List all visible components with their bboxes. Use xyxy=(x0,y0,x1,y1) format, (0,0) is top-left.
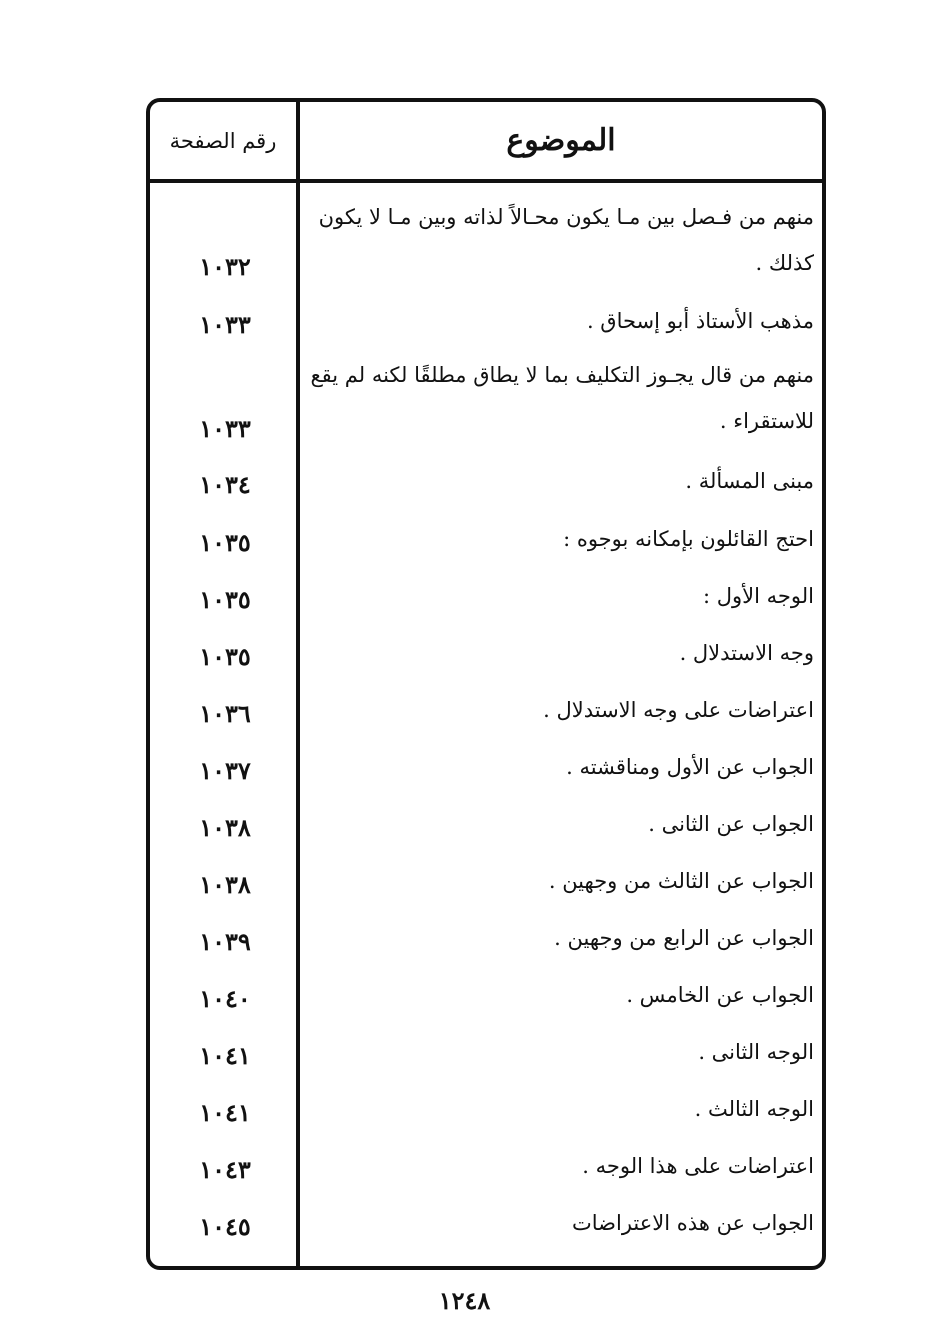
toc-topic: الجواب عن الأول ومناقشته . xyxy=(566,755,814,779)
toc-page-number: ١٠٣٣ xyxy=(199,414,251,443)
toc-topic: مذهب الأستاذ أبو إسحاق . xyxy=(586,309,814,333)
toc-page-number: ١٠٣٣ xyxy=(199,310,251,339)
toc-page-number: ١٠٣٦ xyxy=(199,699,251,728)
toc-page-number: ١٠٣٨ xyxy=(199,813,251,842)
toc-page-number: ١٠٣٨ xyxy=(199,870,251,899)
toc-topic: اعتراضات على هذا الوجه . xyxy=(582,1154,814,1178)
toc-topic: منهم من قال يجـوز التكليف بما لا يطاق مطلقًا لكنه لم يقع للاستقراء . xyxy=(310,363,814,433)
toc-topic: الوجه الثالث . xyxy=(694,1097,814,1121)
toc-topic: الوجه الأول : xyxy=(703,584,814,608)
topic-column-header: الموضوع xyxy=(506,123,616,158)
toc-page-number: ١٠٤١ xyxy=(199,1098,251,1127)
toc-rows xyxy=(150,102,822,1266)
toc-page-number: ١٠٣٩ xyxy=(199,927,251,956)
toc-topic: احتج القائلون بإمكانه بوجوه : xyxy=(563,527,814,551)
toc-topic: مبنى المسألة . xyxy=(685,469,814,493)
toc-topic: الجواب عن الثانى . xyxy=(648,812,814,836)
toc-page-number: ١٠٤٠ xyxy=(199,984,251,1013)
toc-page-number: ١٠٣٢ xyxy=(199,252,251,281)
toc-topic: منهم من فـصل بين مـا يكون محـالاً لذاته وبين مـا لا يكون كذلك . xyxy=(318,205,814,275)
toc-topic: الجواب عن الخامس . xyxy=(626,983,814,1007)
page-number-column-header: رقم الصفحة xyxy=(169,128,277,153)
toc-topic: الجواب عن الرابع من وجهين . xyxy=(554,926,814,950)
toc-page-number: ١٠٣٤ xyxy=(199,470,251,499)
toc-page-number: ١٠٤٣ xyxy=(199,1155,251,1184)
page-footer-number: ١٢٤٨ xyxy=(438,1286,491,1315)
toc-page-number: ١٠٣٥ xyxy=(199,528,251,557)
toc-topic: وجه الاستدلال . xyxy=(679,641,814,665)
toc-page-number: ١٠٤١ xyxy=(199,1041,251,1070)
toc-page-number: ١٠٣٥ xyxy=(199,642,251,671)
toc-topic: الجواب عن الثالث من وجهين . xyxy=(548,869,814,893)
toc-page-number: ١٠٣٥ xyxy=(199,585,251,614)
toc-topic: الوجه الثانى . xyxy=(698,1040,814,1064)
toc-page-number: ١٠٤٥ xyxy=(199,1212,251,1241)
toc-table xyxy=(146,98,826,1270)
toc-topic: اعتراضات على وجه الاستدلال . xyxy=(543,698,814,722)
toc-topic: الجواب عن هذه الاعتراضات xyxy=(572,1211,814,1235)
toc-page-number: ١٠٣٧ xyxy=(199,756,251,785)
